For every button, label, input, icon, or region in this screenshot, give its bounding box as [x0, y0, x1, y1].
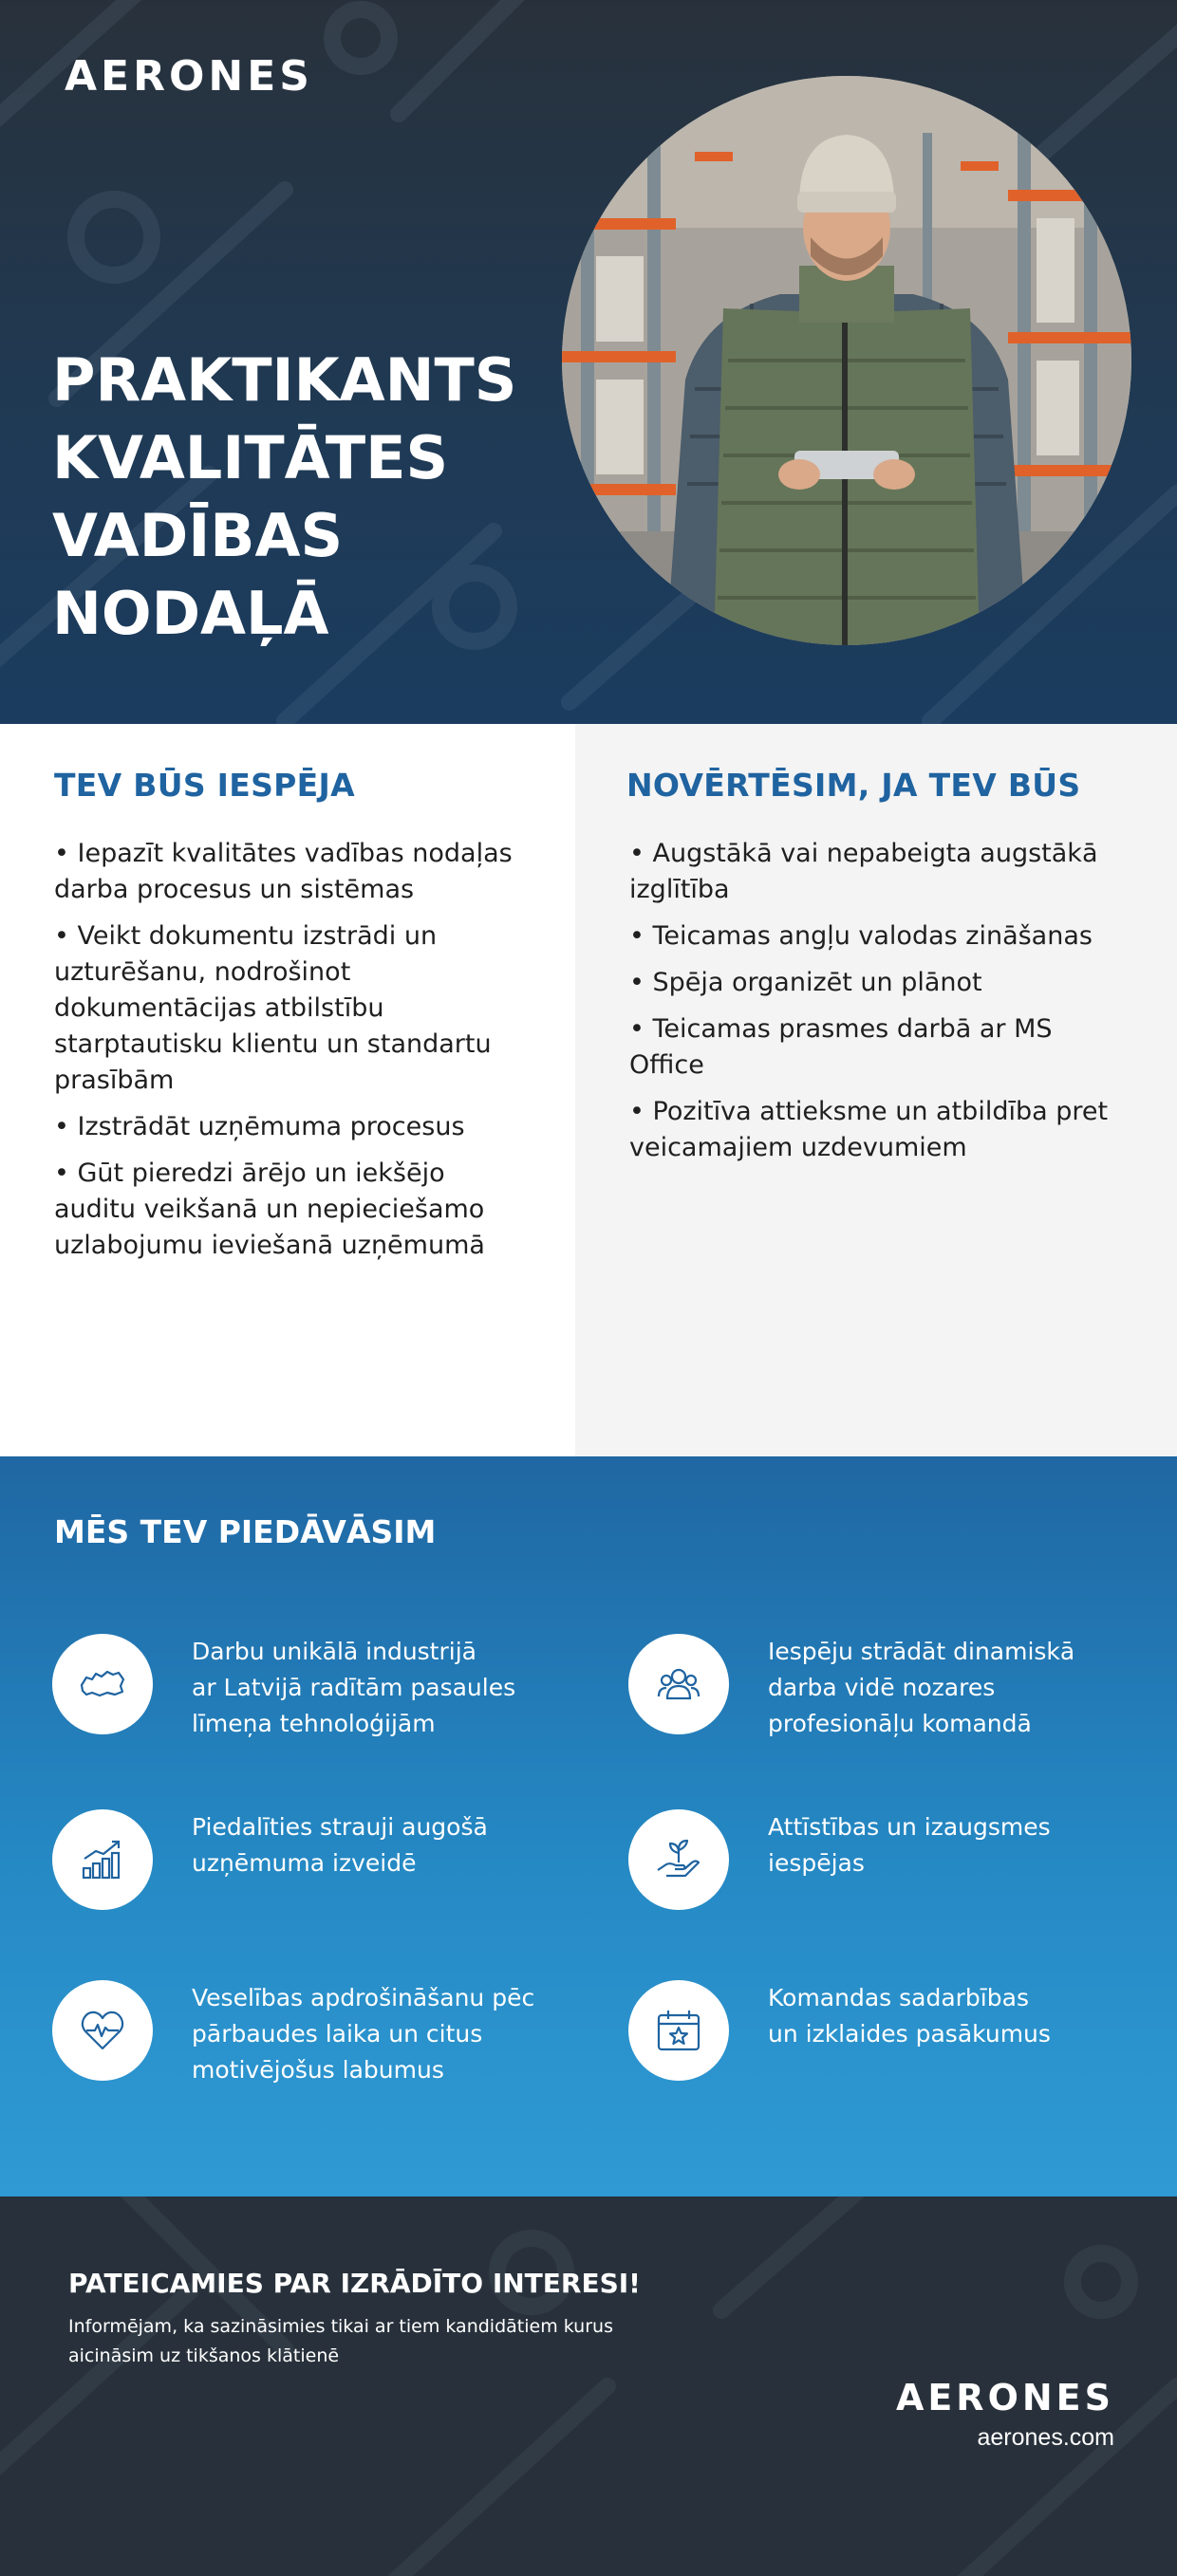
hero-section [0, 0, 1177, 724]
list-item: • Teicamas prasmes darbā ar MS Office [629, 1014, 1053, 1080]
benefit-item [628, 1634, 1160, 1748]
requirements-list [629, 836, 1123, 1177]
opportunities-column [0, 724, 575, 1456]
list-item: • Izstrādāt uzņēmuma procesus [54, 1112, 465, 1141]
aerones-logo: AERONES [65, 52, 313, 101]
list-item: • Spēja organizēt un plānot [629, 968, 982, 997]
team-icon [628, 1634, 729, 1734]
benefit-item [52, 1809, 584, 1923]
job-title: PRAKTIKANTS KVALITĀTES VADĪBAS NODAĻĀ [52, 345, 517, 648]
details-section [0, 724, 1177, 1456]
list-item: • Veikt dokumentu izstrādi un uzturēšanu, nodrošinot dokumentācijas atbilstību starptautisku klientu un standartu prasībām [54, 921, 492, 1095]
website-link[interactable]: aerones.com [977, 2424, 1114, 2451]
benefit-item [52, 1980, 584, 2094]
heart-pulse-icon [52, 1980, 153, 2081]
aerones-logo: AERONES [895, 2377, 1114, 2418]
benefit-text: Komandas sadarbības un izklaides pasākumus [768, 1984, 1051, 2048]
benefit-text: Veselības apdrošināšanu pēc pārbaudes laika un citus motivējošus labumus [192, 1984, 535, 2084]
benefit-item [628, 1809, 1160, 1923]
benefit-text: Piedalīties strauji augošā uzņēmuma izveidē [192, 1813, 488, 1877]
requirements-heading: NOVĒRTĒSIM, JA TEV BŪS [626, 767, 1081, 804]
thanks-title: PATEICAMIES PAR IZRĀDĪTO INTERESI! [68, 2268, 641, 2299]
benefit-item [52, 1634, 584, 1748]
list-item: • Iepazīt kvalitātes vadības nodaļas darba procesus un sistēmas [54, 839, 513, 904]
opportunities-heading: TEV BŪS IESPĒJA [54, 767, 355, 804]
benefit-item [628, 1980, 1160, 2094]
growth-chart-icon [52, 1809, 153, 1910]
benefit-text: Iespēju strādāt dinamiskā darba vidē nozares profesionāļu komandā [768, 1638, 1075, 1737]
offer-section [0, 1456, 1177, 2196]
list-item: • Augstākā vai nepabeigta augstākā izglītība [629, 839, 1098, 904]
benefit-text: Darbu unikālā industrijā ar Latvijā radītām pasaules līmeņa tehnoloģijām [192, 1638, 516, 1737]
calendar-star-icon [628, 1980, 729, 2081]
thanks-text: Informējam, ka sazināsimies tikai ar tiem kandidātiem kurus aicināsim uz tikšanos klātienē [68, 2316, 613, 2366]
hero-photo [562, 76, 1131, 645]
list-item: • Pozitīva attieksme un atbildība pret veicamajiem uzdevumiem [629, 1097, 1109, 1162]
offer-heading: MĒS TEV PIEDĀVĀSIM [54, 1513, 437, 1550]
list-item: • Teicamas angļu valodas zināšanas [629, 921, 1093, 951]
footer-section [0, 2196, 1177, 2576]
hand-plant-icon [628, 1809, 729, 1910]
warehouse-worker-image [562, 76, 1131, 645]
requirements-column [575, 724, 1177, 1456]
opportunities-list [54, 836, 529, 1274]
latvia-map-icon [52, 1634, 153, 1734]
list-item: • Gūt pieredzi ārējo un iekšējo auditu veikšanā un nepieciešamo uzlabojumu ieviešanā uzņēmumā [54, 1158, 485, 1260]
benefit-text: Attīstības un izaugsmes iespējas [768, 1813, 1051, 1877]
